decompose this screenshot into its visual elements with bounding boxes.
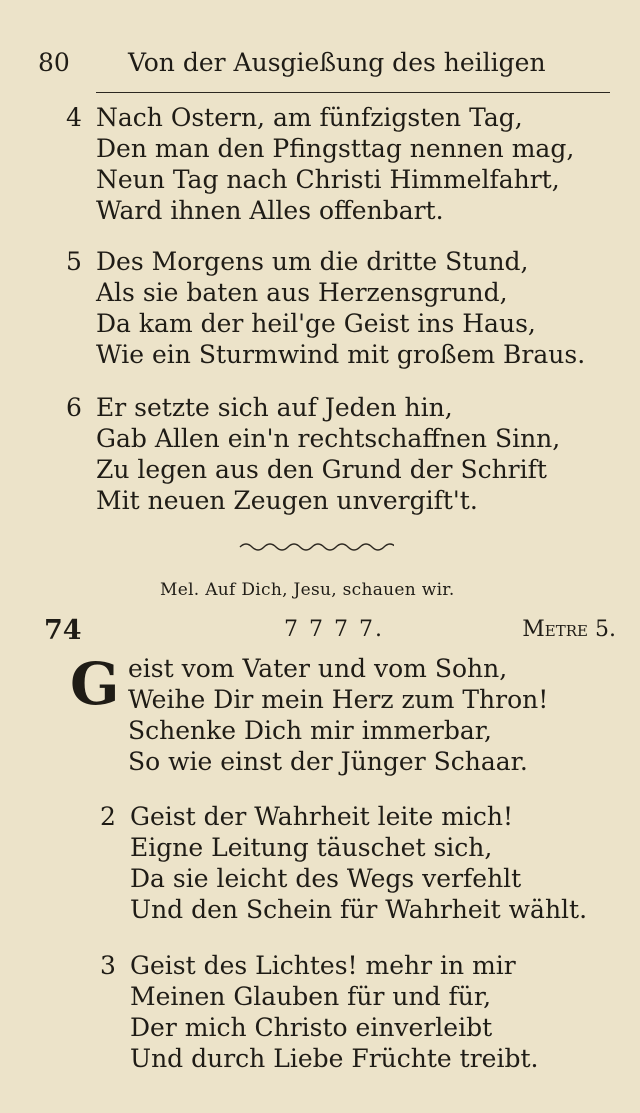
- verse-line: Eigne Leitung täuschet sich,: [130, 833, 493, 862]
- verse-line: Als sie baten aus Herzensgrund,: [96, 278, 508, 307]
- verse-number: 2: [100, 802, 116, 831]
- hymn-verse-2: [100, 801, 587, 925]
- verse-line: Den man den Pfingsttag nennen mag,: [96, 134, 575, 163]
- verse-line: Ward ihnen Alles offenbart.: [96, 196, 444, 225]
- running-title: Von der Ausgießung des heiligen: [128, 48, 546, 77]
- verse-line: Er setzte sich auf Jeden hin,: [96, 393, 453, 422]
- wavy-ornament: [238, 540, 394, 554]
- hymn-number: 74: [44, 615, 82, 646]
- header-rule: [96, 92, 610, 93]
- verse-line: Wie ein Sturmwind mit großem Braus.: [96, 340, 586, 369]
- verse-4: [66, 102, 574, 226]
- verse-line: Geist der Wahrheit leite mich!: [130, 802, 514, 831]
- verse-line: So wie einst der Jünger Schaar.: [128, 747, 528, 776]
- verse-line: Nach Ostern, am fünfzigsten Tag,: [96, 103, 523, 132]
- melody-line: Mel. Auf Dich, Jesu, schauen wir.: [160, 580, 455, 600]
- verse-line: Des Morgens um die dritte Stund,: [96, 247, 529, 276]
- verse-line: Und durch Liebe Früchte treibt.: [130, 1044, 539, 1073]
- verse-number: 6: [66, 393, 82, 422]
- hymn-meter: 7 7 7 7.: [284, 617, 384, 642]
- verse-line: Der mich Christo einverleibt: [130, 1013, 493, 1042]
- drop-cap: G: [70, 650, 120, 718]
- verse-line: Weihe Dir mein Herz zum Thron!: [128, 685, 549, 714]
- verse-6: [66, 392, 560, 516]
- verse-line: Geist des Lichtes! mehr in mir: [130, 951, 516, 980]
- verse-line: Da sie leicht des Wegs verfehlt: [130, 864, 522, 893]
- verse-number: 5: [66, 247, 82, 276]
- hymn-verse-3: [100, 950, 538, 1074]
- page-header: [38, 48, 610, 82]
- verse-line: Mit neuen Zeugen unvergift't.: [96, 486, 478, 515]
- metre-label: Metre 5.: [522, 617, 616, 642]
- verse-line: Gab Allen ein'n rechtschaffnen Sinn,: [96, 424, 561, 453]
- verse-line: Neun Tag nach Christi Himmelfahrt,: [96, 165, 560, 194]
- verse-5: [66, 246, 585, 370]
- verse-line: Meinen Glauben für und für,: [130, 982, 492, 1011]
- page-number: 80: [38, 48, 70, 77]
- verse-line: Zu legen aus den Grund der Schrift: [96, 455, 547, 484]
- verse-line: Schenke Dich mir immerbar,: [128, 716, 492, 745]
- verse-number: 4: [66, 103, 82, 132]
- hymn-heading: [44, 615, 620, 649]
- verse-number: 3: [100, 951, 116, 980]
- verse-line: Da kam der heil'ge Geist ins Haus,: [96, 309, 536, 338]
- verse-line: Und den Schein für Wahrheit wählt.: [130, 895, 588, 924]
- verse-line: eist vom Vater und vom Sohn,: [128, 654, 508, 683]
